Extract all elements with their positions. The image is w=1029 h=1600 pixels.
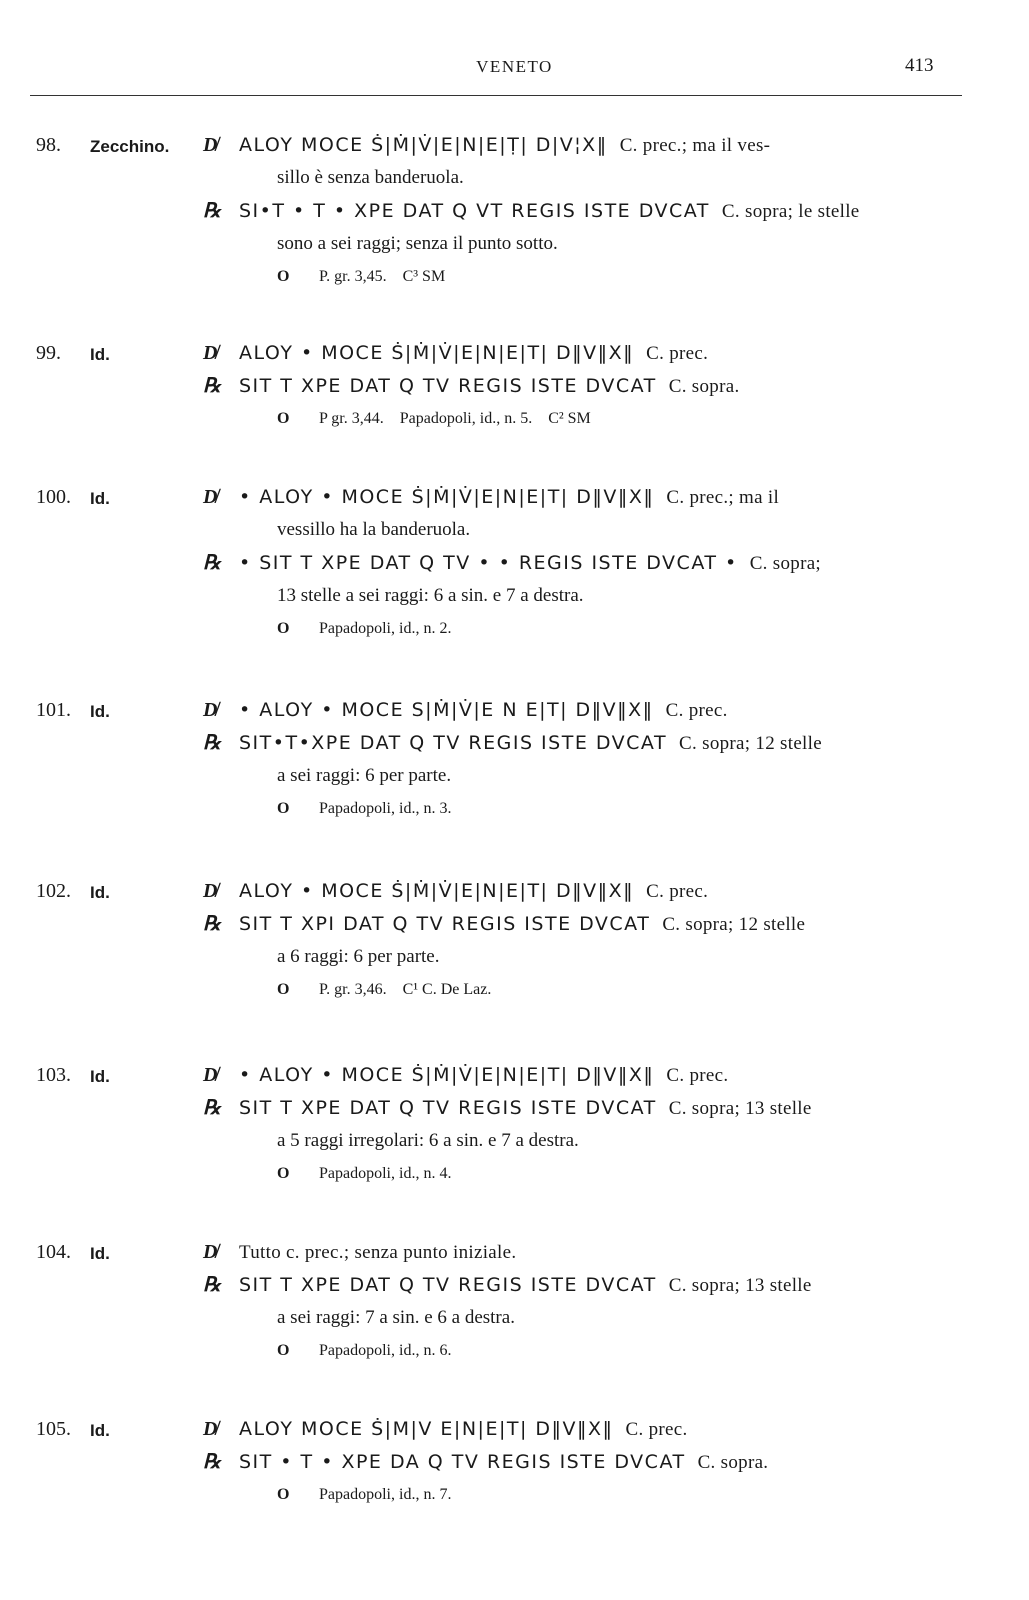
- reverse-line: [203, 1270, 971, 1301]
- entry-number: 100.: [36, 486, 71, 508]
- reverse-line: [203, 371, 971, 402]
- rarity-mark: O: [277, 268, 290, 285]
- reverse-continuation: a 6 raggi: 6 per parte.: [277, 946, 440, 967]
- reverse-line: [203, 196, 971, 227]
- rarity-mark: O: [277, 1486, 290, 1503]
- reverse-symbol: ℞: [203, 732, 221, 754]
- reverse-continuation: sono a sei raggi; senza il punto sotto.: [277, 233, 558, 254]
- obverse-symbol: D̸: [203, 342, 218, 364]
- grade-collection: C³ SM: [402, 268, 446, 285]
- obverse-symbol: D̸: [203, 880, 218, 902]
- obverse-line: [203, 1414, 971, 1445]
- reverse-line: [203, 1447, 971, 1478]
- obverse-line: [203, 338, 971, 369]
- reference-line: [277, 975, 971, 1005]
- coin-name: Id.: [90, 1244, 110, 1263]
- obverse-legend: • ALOY • MOCE Ṡ|Ṁ|V̇|E|N|E|T| D‖V‖X‖: [239, 486, 655, 508]
- reverse-symbol: ℞: [203, 1274, 221, 1296]
- entry-number: 98.: [36, 134, 61, 156]
- reference: Papadopoli, id., n. 3.: [319, 800, 452, 817]
- reverse-continuation: a 5 raggi irregolari: 6 a sin. e 7 a destra.: [277, 1130, 579, 1151]
- obverse-description: C. prec.; ma il: [666, 487, 780, 508]
- coin-name: Id.: [90, 1067, 110, 1086]
- obverse-description: C. prec.: [625, 1419, 688, 1440]
- coin-name: Id.: [90, 883, 110, 902]
- obverse-line: [203, 130, 971, 161]
- reference-line: [277, 794, 971, 824]
- rarity-mark: O: [277, 800, 290, 817]
- rarity-mark: O: [277, 1165, 290, 1182]
- reverse-continuation: a sei raggi: 6 per parte.: [277, 765, 452, 786]
- obverse-legend: ALOY MOCE Ṡ|M|V E|N|E|T| D‖V‖X‖: [239, 1418, 614, 1440]
- obverse-description: C. prec.: [665, 700, 728, 721]
- reference-line: [277, 404, 971, 434]
- obverse-line: [203, 1060, 971, 1091]
- reverse-line: [203, 909, 971, 940]
- reverse-continuation: 13 stelle a sei raggi: 6 a sin. e 7 a destra.: [277, 585, 584, 606]
- reverse-description: C. sopra; 13 stelle: [668, 1098, 812, 1119]
- obverse-symbol: D̸: [203, 1064, 218, 1086]
- weight: P. gr. 3,45.: [319, 268, 387, 285]
- reverse-symbol: ℞: [203, 1451, 221, 1473]
- reverse-description: C. sopra.: [697, 1452, 769, 1473]
- reverse-legend: SIT • T • XPE DA Q TV REGIS ISTE DVCAT: [239, 1451, 686, 1473]
- reverse-continuation: a sei raggi: 7 a sin. e 6 a destra.: [277, 1307, 515, 1328]
- reverse-legend: SIT T XPE DAT Q TV REGIS ISTE DVCAT: [239, 1097, 657, 1119]
- reverse-line: [203, 1093, 971, 1124]
- coin-name: Id.: [90, 702, 110, 721]
- reference-line: [277, 1480, 971, 1510]
- obverse-legend: ALOY • MOCE Ṡ|Ṁ|V̇|E|N|E|T| D‖V‖X‖: [239, 342, 635, 364]
- reference-line: [277, 262, 971, 292]
- reverse-description: C. sopra; 13 stelle: [668, 1275, 812, 1296]
- weight: P gr. 3,44.: [319, 410, 384, 427]
- reverse-legend: SIT T XPE DAT Q TV REGIS ISTE DVCAT: [239, 1274, 657, 1296]
- obverse-description: Tutto c. prec.; senza punto iniziale.: [239, 1242, 517, 1263]
- reference: Papadopoli, id., n. 7.: [319, 1486, 452, 1503]
- obverse-legend: • ALOY • MOCE S|Ṁ|V̇|E N E|T| D‖V‖X‖: [239, 699, 654, 721]
- reverse-description: C. sopra.: [668, 376, 740, 397]
- rarity-mark: O: [277, 410, 290, 427]
- obverse-description: C. prec.; ma il ves-: [619, 135, 771, 156]
- reverse-legend: • SIT T XPE DAT Q TV • • REGIS ISTE DVCAT •: [239, 552, 738, 574]
- obverse-description: C. prec.: [646, 343, 709, 364]
- running-header: VENETO: [476, 57, 553, 76]
- reverse-legend: SIT•T•XPE DAT Q TV REGIS ISTE DVCAT: [239, 732, 668, 754]
- grade-collection: C² SM: [548, 410, 591, 427]
- reverse-description: C. sopra; 12 stelle: [679, 733, 822, 754]
- obverse-line: [203, 482, 971, 513]
- obverse-symbol: D̸: [203, 1241, 218, 1263]
- reverse-line: [203, 548, 971, 579]
- obverse-symbol: D̸: [203, 486, 218, 508]
- entry-number: 102.: [36, 880, 71, 902]
- obverse-line: [203, 876, 971, 907]
- obverse-continuation: vessillo ha la banderuola.: [277, 519, 471, 540]
- reference: Papadopoli, id., n. 4.: [319, 1165, 452, 1182]
- entry-number: 105.: [36, 1418, 71, 1440]
- entry-number: 104.: [36, 1241, 71, 1263]
- obverse-line: [203, 1237, 971, 1268]
- reverse-description: C. sopra; 12 stelle: [662, 914, 806, 935]
- entry-number: 101.: [36, 699, 71, 721]
- coin-name: Id.: [90, 345, 110, 364]
- coin-name: Id.: [90, 1421, 110, 1440]
- entry-number: 99.: [36, 342, 61, 364]
- grade-collection: C¹ C. De Laz.: [402, 981, 492, 998]
- obverse-description: C. prec.: [666, 1065, 729, 1086]
- reference: Papadopoli, id., n. 5.: [399, 410, 533, 427]
- coin-name: Id.: [90, 489, 110, 508]
- reverse-symbol: ℞: [203, 1097, 221, 1119]
- obverse-description: C. prec.: [646, 881, 709, 902]
- obverse-legend: • ALOY • MOCE Ṡ|Ṁ|V̇|E|N|E|T| D‖V‖X‖: [239, 1064, 655, 1086]
- reverse-description: C. sopra;: [749, 553, 822, 574]
- reverse-line: [203, 728, 971, 759]
- obverse-legend: ALOY MOCE Ṡ|Ṁ|V̇|E|N|E|Ṭ| D|V¦X‖: [239, 134, 608, 156]
- entry-number: 103.: [36, 1064, 71, 1086]
- coin-name: Zecchino.: [90, 137, 170, 156]
- obverse-symbol: D̸: [203, 134, 218, 156]
- page-number: 413: [905, 55, 934, 76]
- obverse-continuation: sillo è senza banderuola.: [277, 167, 464, 188]
- weight: P. gr. 3,46.: [319, 981, 387, 998]
- reference: Papadopoli, id., n. 6.: [319, 1342, 452, 1359]
- reference-line: [277, 1336, 971, 1366]
- rarity-mark: O: [277, 620, 290, 637]
- reference-line: [277, 1159, 971, 1189]
- reference-line: [277, 614, 971, 644]
- reverse-symbol: ℞: [203, 552, 221, 574]
- reverse-legend: SIT T XPI DAT Q TV REGIS ISTE DVCAT: [239, 913, 651, 935]
- header-rule: [30, 95, 962, 96]
- reverse-symbol: ℞: [203, 375, 221, 397]
- reverse-symbol: ℞: [203, 913, 221, 935]
- obverse-symbol: D̸: [203, 699, 218, 721]
- reference: Papadopoli, id., n. 2.: [319, 620, 452, 637]
- rarity-mark: O: [277, 981, 290, 998]
- reverse-description: C. sopra; le stelle: [721, 201, 860, 222]
- reverse-symbol: ℞: [203, 200, 221, 222]
- reverse-legend: SI•T • T • XPE DAT Q VT REGIS ISTE DVCAT: [239, 200, 710, 222]
- obverse-line: [203, 695, 971, 726]
- rarity-mark: O: [277, 1342, 290, 1359]
- obverse-legend: ALOY • MOCE Ṡ|Ṁ|V̇|E|N|E|T| D‖V‖X‖: [239, 880, 635, 902]
- obverse-symbol: D̸: [203, 1418, 218, 1440]
- reverse-legend: SIT T XPE DAT Q TV REGIS ISTE DVCAT: [239, 375, 657, 397]
